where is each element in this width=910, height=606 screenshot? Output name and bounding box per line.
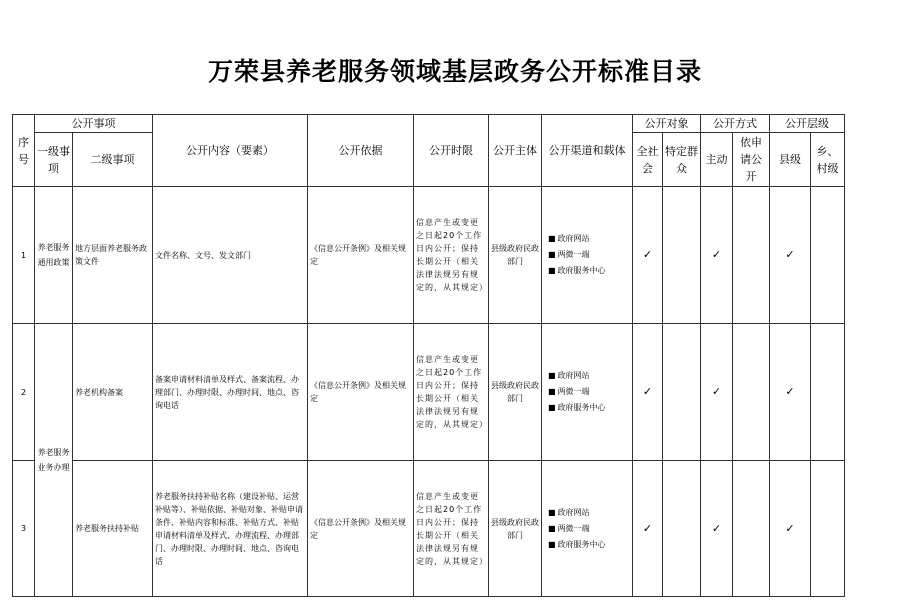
channel-cell (542, 187, 633, 324)
header-channel: 公开渠道和载体 (542, 115, 633, 187)
square-bullet-icon: ■ (548, 507, 556, 517)
content-cell: 文件名称、文号、发文部门 (153, 187, 308, 324)
on-request-cell (733, 187, 770, 324)
content-cell: 养老服务扶持补贴名称（建设补贴、运营补贴等）、补贴依据、补贴对象、补贴申请条件、补贴内容和标准、补贴方式、补贴申请材料清单及样式、办理流程、办理部门、办理时限、办理时间、地点、咨询电话 (153, 461, 308, 597)
header-method: 公开方式 (701, 115, 770, 133)
basis-cell: 《信息公开条例》及相关规定 (308, 187, 414, 324)
on-request-cell (733, 461, 770, 597)
content-cell: 备案申请材料清单及样式、备案流程、办理部门、办理时限、办理时间、地点、咨询电话 (153, 324, 308, 461)
header-level2: 二级事项 (73, 133, 153, 187)
header-content: 公开内容（要素） (153, 115, 308, 187)
check-icon: ✓ (770, 461, 811, 597)
subject-cell: 县级政府民政部门 (489, 187, 542, 324)
header-level1: 一级事项 (35, 133, 73, 187)
header-basis: 公开依据 (308, 115, 414, 187)
specific-group-cell (663, 461, 701, 597)
header-level: 公开层级 (770, 115, 845, 133)
channel-item: ■ 政府服务中心 (548, 403, 606, 412)
check-icon: ✓ (701, 324, 733, 461)
level1-item: 养老服务通用政策 (35, 187, 73, 324)
square-bullet-icon: ■ (548, 250, 556, 259)
subject-cell: 县级政府民政部门 (489, 461, 542, 597)
square-bullet-icon: ■ (548, 523, 556, 533)
page-title: 万荣县养老服务领域基层政务公开标准目录 (207, 57, 702, 86)
table-row (13, 187, 845, 324)
square-bullet-icon: ■ (548, 403, 556, 412)
header-target: 公开对象 (633, 115, 701, 133)
table-row (13, 461, 845, 597)
township-cell (811, 187, 845, 324)
channel-item: ■ 两微一端 (548, 387, 590, 396)
township-cell (811, 461, 845, 597)
time-limit-cell: 信息产生或变更之日起20个工作日内公开；保持长期公开（相关法律法规另有规定的，从其规定） (414, 461, 489, 597)
square-bullet-icon: ■ (548, 371, 556, 380)
header-active: 主动 (701, 133, 733, 187)
catalog-table (12, 114, 845, 597)
row-number: 1 (13, 187, 35, 324)
specific-group-cell (663, 187, 701, 324)
check-icon: ✓ (633, 324, 663, 461)
channel-cell (542, 461, 633, 597)
channel-item: ■ 政府网站 (548, 507, 590, 517)
row-number: 2 (13, 324, 35, 461)
check-icon: ✓ (770, 187, 811, 324)
channel-item: ■ 政府服务中心 (548, 266, 606, 275)
channel-item: ■ 两微一端 (548, 523, 590, 533)
check-icon: ✓ (701, 187, 733, 324)
square-bullet-icon: ■ (548, 387, 556, 396)
header-township: 乡、村级 (811, 133, 845, 187)
township-cell (811, 324, 845, 461)
time-limit-cell: 信息产生或变更之日起20个工作日内公开；保持长期公开（相关法律法规另有规定的，从其规定） (414, 324, 489, 461)
subject-cell: 县级政府民政部门 (489, 324, 542, 461)
time-limit-cell: 信息产生或变更之日起20个工作日内公开；保持长期公开（相关法律法规另有规定的，从其规定） (414, 187, 489, 324)
on-request-cell (733, 324, 770, 461)
channel-item: ■ 政府网站 (548, 234, 590, 243)
level2-item: 养老服务扶持补贴 (73, 461, 153, 597)
header-county: 县级 (770, 133, 811, 187)
table-row (13, 324, 845, 461)
check-icon: ✓ (770, 324, 811, 461)
basis-cell: 《信息公开条例》及相关规定 (308, 324, 414, 461)
basis-cell: 《信息公开条例》及相关规定 (308, 461, 414, 597)
header-all-society: 全社会 (633, 133, 663, 187)
check-icon: ✓ (701, 461, 733, 597)
row-number: 3 (13, 461, 35, 597)
square-bullet-icon: ■ (548, 234, 556, 243)
header-gongkai-shixiang: 公开事项 (35, 115, 153, 133)
header-on-request: 依申请公开 (733, 133, 770, 187)
channel-item: ■ 政府网站 (548, 371, 590, 380)
level2-item: 养老机构备案 (73, 324, 153, 461)
check-icon: ✓ (633, 187, 663, 324)
check-icon: ✓ (633, 461, 663, 597)
specific-group-cell (663, 324, 701, 461)
channel-item: ■ 两微一端 (548, 250, 590, 259)
level1-item: 养老服务业务办理 (35, 324, 73, 597)
level2-item: 地方层面养老服务政策文件 (73, 187, 153, 324)
square-bullet-icon: ■ (548, 539, 556, 549)
header-subject: 公开主体 (489, 115, 542, 187)
channel-item: ■ 政府服务中心 (548, 539, 606, 549)
header-time-limit: 公开时限 (414, 115, 489, 187)
channel-cell (542, 324, 633, 461)
header-xuhao: 序号 (13, 115, 35, 187)
square-bullet-icon: ■ (548, 266, 556, 275)
header-specific-group: 特定群众 (663, 133, 701, 187)
